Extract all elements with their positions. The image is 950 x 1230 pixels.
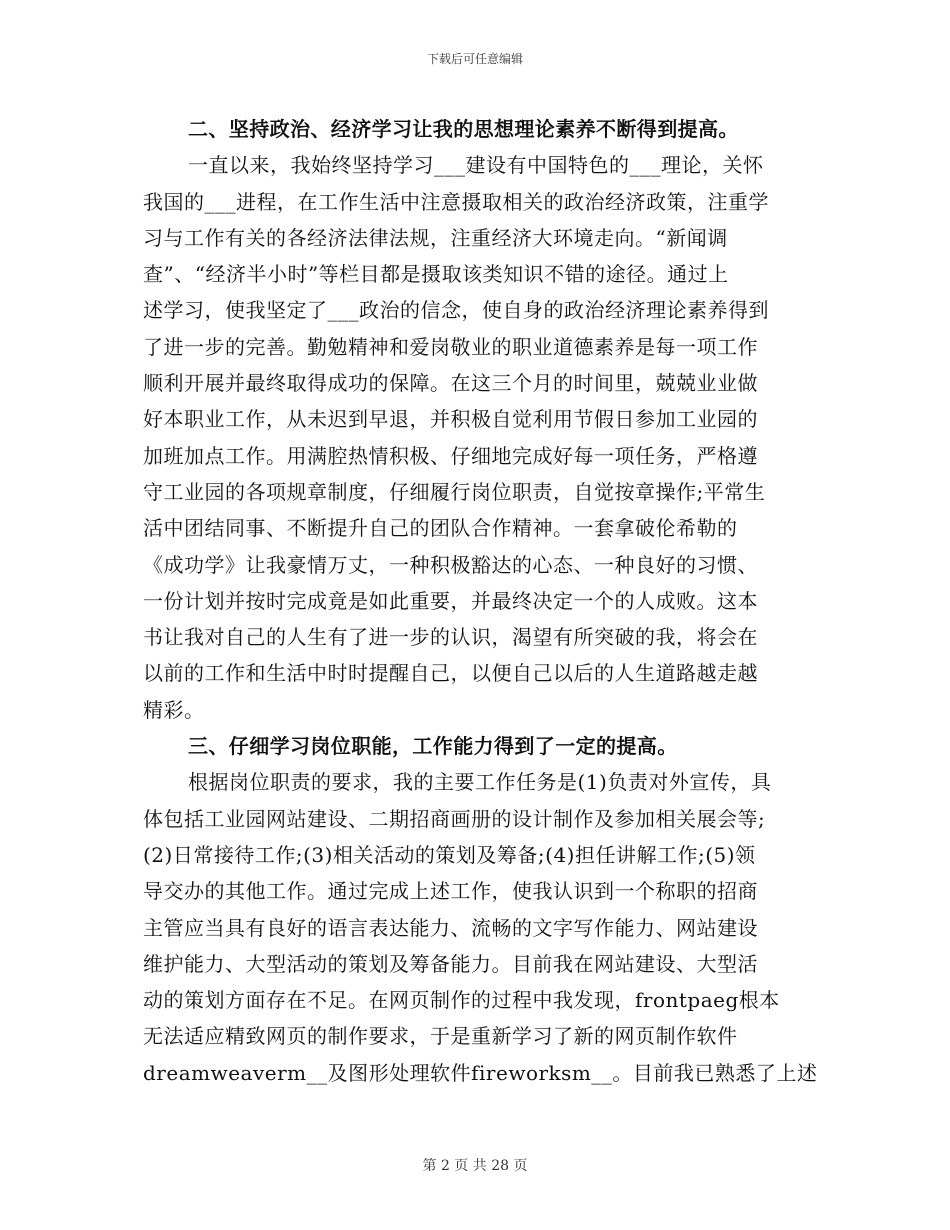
paragraph-line: 习与工作有关的各经济法律法规，注重经济大环境走向。“新闻调 [143, 225, 728, 250]
page-header: 下载后可任意编辑 [426, 52, 523, 66]
paragraph-line: 查”、“经济半小时”等栏目都是摄取该类知识不错的途径。通过上 [143, 262, 729, 287]
paragraph-line: dreamweaverm__及图形处理软件fireworksm__。目前我已熟悉了上述 [143, 1060, 818, 1085]
paragraph-line: 导交办的其他工作。通过完成上述工作，使我认识到一个称职的招商 [143, 879, 758, 904]
paragraph-line: 加班加点工作。用满腔热情积极、仔细地完成好每一项任务，严格遵 [143, 443, 758, 468]
paragraph-line: 以前的工作和生活中时时提醒自己，以便自己以后的人生道路越走越 [143, 661, 758, 686]
section-heading: 三、仔细学习岗位职能，工作能力得到了一定的提高。 [188, 734, 678, 759]
paragraph-line: 顺利开展并最终取得成功的保障。在这三个月的时间里，兢兢业业做 [143, 371, 758, 396]
page-number: 第 2 页 共 28 页 [422, 1158, 528, 1174]
paragraph-line: 动的策划方面存在不足。在网页制作的过程中我发现，frontpaeg根本 [143, 988, 780, 1013]
paragraph-line: 好本职业工作，从未迟到早退，并积极自觉利用节假日参加工业园的 [143, 407, 758, 432]
paragraph-line: 体包括工业园网站建设、二期招商画册的设计制作及参加相关展会等; [143, 806, 766, 831]
paragraph-line: 根据岗位职责的要求，我的主要工作任务是(1)负责对外宣传，具 [188, 770, 772, 795]
paragraph-line: 一份计划并按时完成竟是如此重要，并最终决定一个的人成败。这本 [143, 588, 758, 613]
paragraph-line: 精彩。 [143, 697, 205, 722]
paragraph-line: 维护能力、大型活动的策划及筹备能力。目前我在网站建设、大型活 [143, 951, 758, 976]
paragraph-line: (2)日常接待工作;(3)相关活动的策划及筹备;(4)担任讲解工作;(5)领 [143, 842, 756, 867]
paragraph-line: 守工业园的各项规章制度，仔细履行岗位职责，自觉按章操作;平常生 [143, 479, 766, 504]
paragraph-line: 活中团结同事、不断提升自己的团队合作精神。一套拿破伦希勒的 [143, 516, 738, 541]
paragraph-line: 主管应当具有良好的语言表达能力、流畅的文字写作能力、网站建设 [143, 915, 758, 940]
paragraph-line: 一直以来，我始终坚持学习___建设有中国特色的___理论，关怀 [188, 153, 764, 178]
document-body [143, 111, 818, 1091]
section-heading: 二、坚持政治、经济学习让我的思想理论素养不断得到提高。 [188, 117, 739, 141]
paragraph-line: 我国的___进程，在工作生活中注意摄取相关的政治经济政策，注重学 [143, 189, 769, 214]
paragraph-line: 书让我对自己的人生有了进一步的认识，渴望有所突破的我，将会在 [143, 625, 758, 650]
paragraph-line: 《成功学》让我豪情万丈，一种积极豁达的心态、一种良好的习惯、 [143, 552, 758, 577]
paragraph-line: 无法适应精致网页的制作要求，于是重新学习了新的网页制作软件 [143, 1024, 738, 1049]
paragraph-line: 述学习，使我坚定了___政治的信念，使自身的政治经济理论素养得到 [143, 298, 769, 323]
paragraph-line: 了进一步的完善。勤勉精神和爱岗敬业的职业道德素养是每一项工作 [143, 334, 758, 359]
